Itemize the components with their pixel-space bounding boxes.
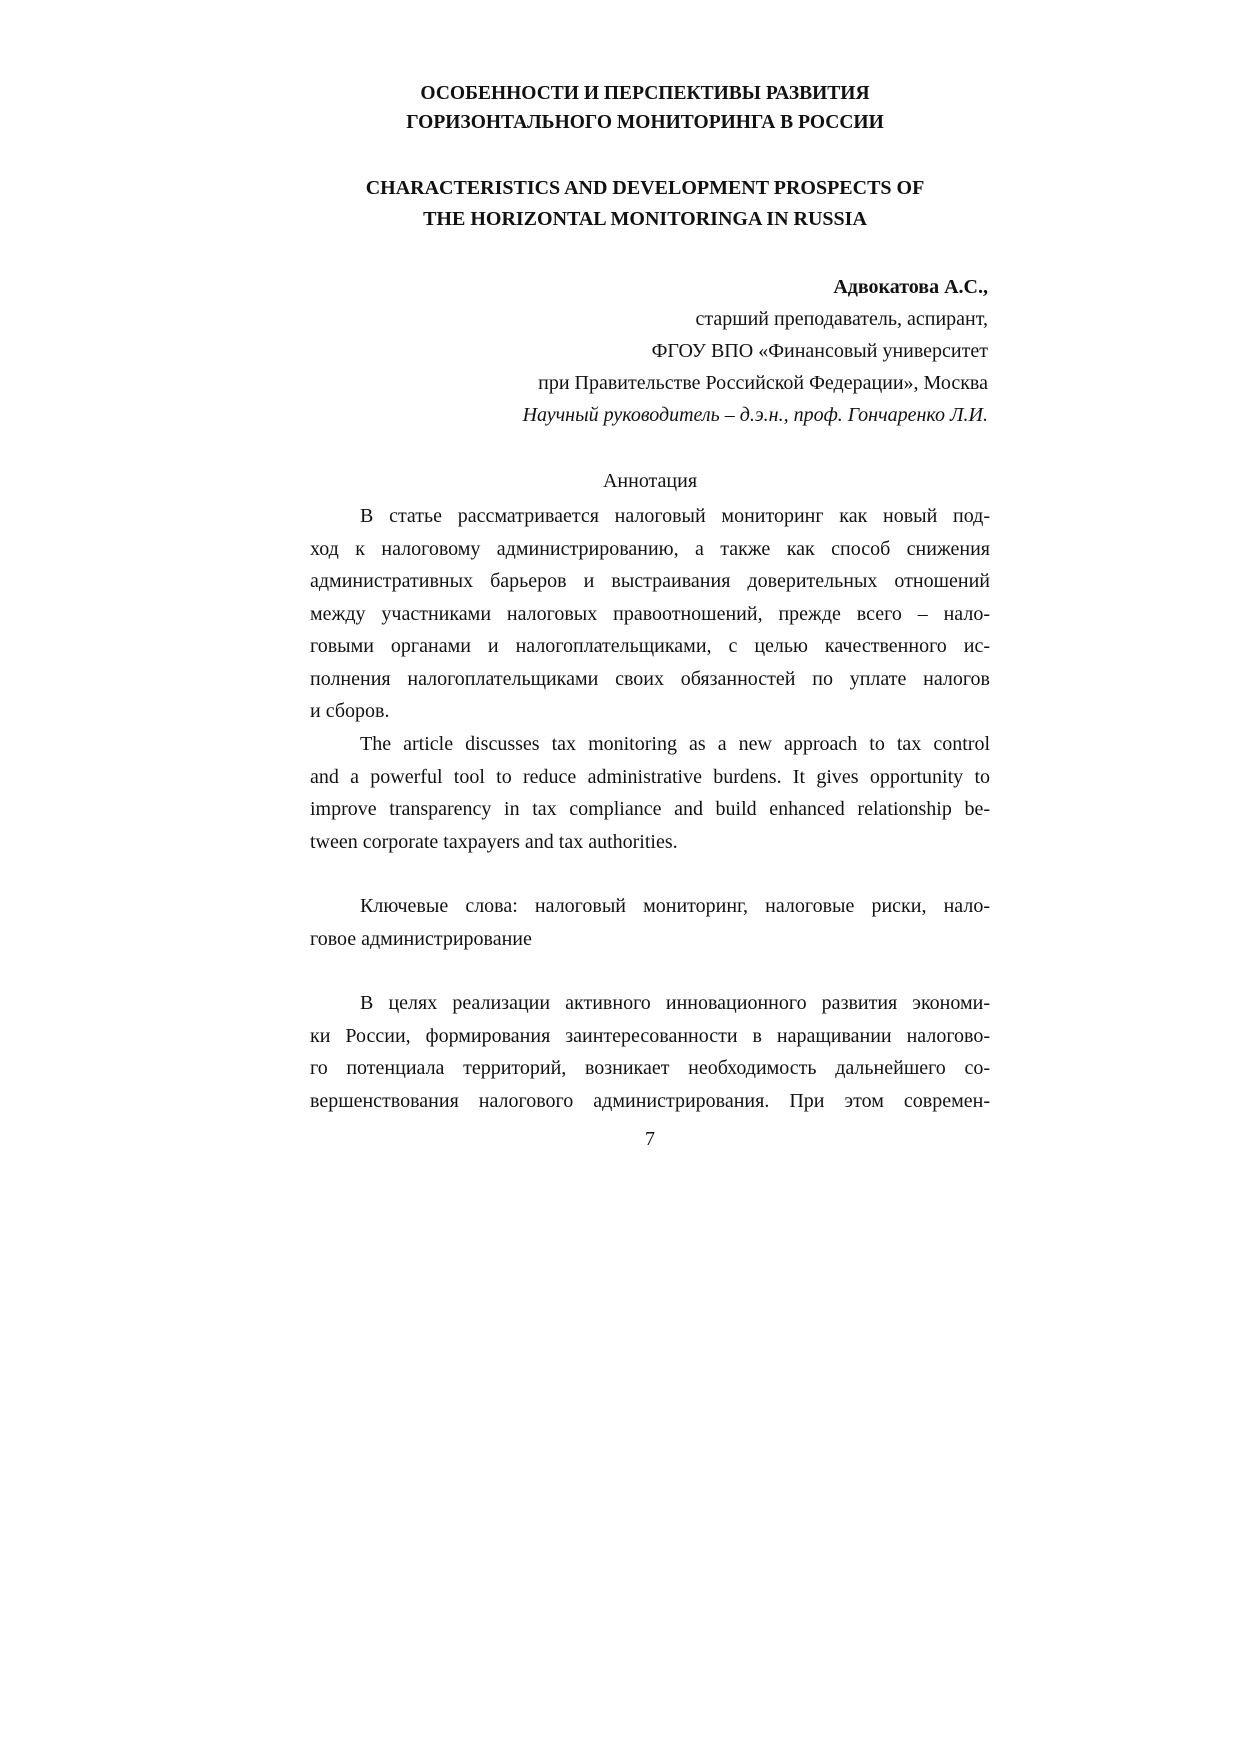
text-line: говыми органами и налогоплательщиками, с целью качественного ис-: [310, 635, 990, 657]
page-number: 7: [645, 1128, 655, 1150]
text-line: го потенциала территорий, возникает необходимость дальнейшего со-: [310, 1057, 990, 1079]
text-line: ход к налоговому администрированию, а также как способ снижения: [310, 537, 990, 560]
text-line: вершенствования налогового администрирования. При этом современ-: [310, 1089, 990, 1112]
text-line: и сборов.: [310, 700, 390, 722]
author-block: [400, 271, 988, 431]
text-line: В целях реализации активного инновационного развития экономи-: [360, 992, 990, 1014]
title-russian: [300, 79, 990, 137]
text-line: В статье рассматривается налоговый мониторинг как новый под-: [360, 505, 990, 527]
abstract-english: [310, 728, 990, 858]
text-line: между участниками налоговых правоотношений, прежде всего – нало-: [310, 602, 990, 625]
abstract-russian: [310, 500, 990, 728]
scientific-supervisor: Научный руководитель – д.э.н., проф. Гончаренко Л.И.: [522, 404, 988, 426]
text-line: полнения налогоплательщиками своих обязанностей по уплате налогов: [310, 667, 990, 690]
text-line: административных барьеров и выстраивания доверительных отношений: [310, 570, 990, 592]
title-english-line-1: CHARACTERISTICS AND DEVELOPMENT PROSPECTS OF: [365, 177, 925, 199]
author-affiliation-line-1: ФГОУ ВПО «Финансовый университет: [651, 340, 988, 362]
author-name: Адвокатова А.С.,: [833, 276, 988, 298]
text-line: Ключевые слова: налоговый мониторинг, налоговые риски, нало-: [360, 895, 990, 917]
text-line: and a powerful tool to reduce administrative burdens. It gives opportunity to: [310, 765, 990, 788]
author-affiliation-line-2: при Правительстве Российской Федерации», Москва: [538, 372, 988, 394]
text-line: ки России, формирования заинтересованности в наращивании налогово-: [310, 1024, 990, 1047]
abstract-heading: Аннотация: [602, 470, 698, 492]
title-russian-line-2: ГОРИЗОНТАЛЬНОГО МОНИТОРИНГА В РОССИИ: [406, 112, 884, 133]
text-line: improve transparency in tax compliance and build enhanced relationship be-: [310, 798, 990, 820]
keywords: [310, 890, 990, 955]
author-position: старший преподаватель, аспирант,: [695, 308, 988, 330]
text-line: говое администрирование: [310, 927, 532, 950]
title-english: [300, 173, 990, 235]
text-line: The article discusses tax monitoring as a new approach to tax control: [360, 733, 990, 755]
title-english-line-2: THE HORIZONTAL MONITORINGA IN RUSSIA: [423, 208, 867, 230]
text-line: tween corporate taxpayers and tax authorities.: [310, 830, 678, 853]
title-russian-line-1: ОСОБЕННОСТИ И ПЕРСПЕКТИВЫ РАЗВИТИЯ: [420, 83, 870, 104]
body-paragraph: [310, 987, 990, 1117]
